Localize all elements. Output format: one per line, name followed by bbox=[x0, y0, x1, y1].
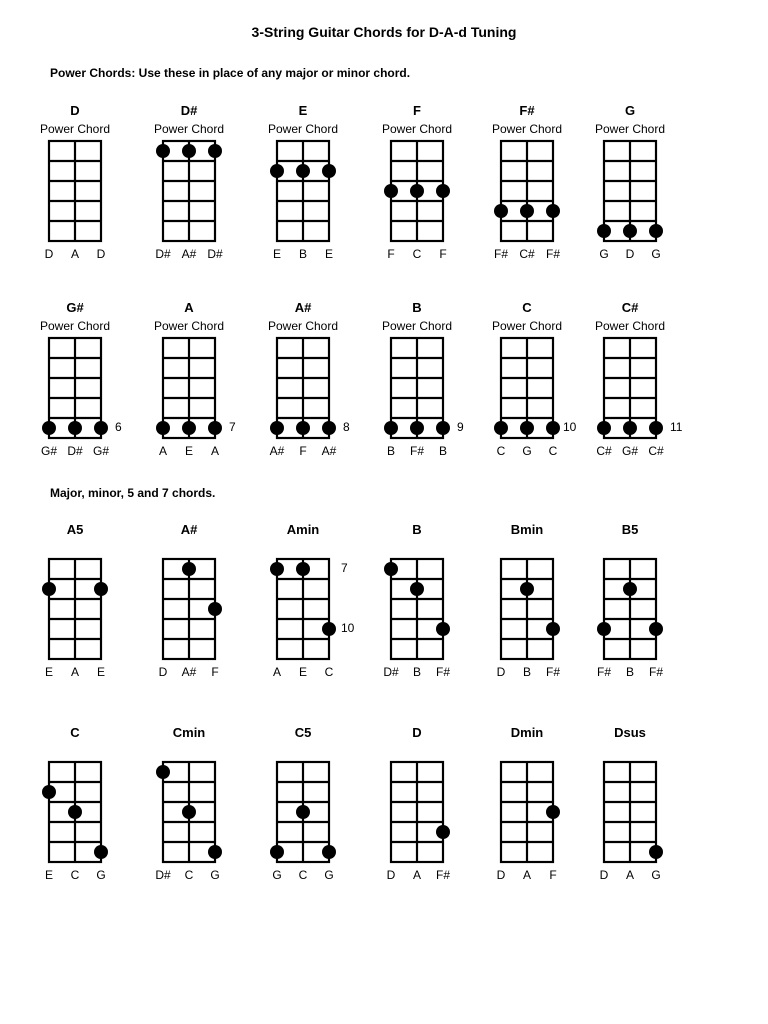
fretboard-grid bbox=[243, 300, 363, 458]
string-note: G bbox=[272, 868, 282, 882]
finger-dot bbox=[623, 421, 637, 435]
fret-number: 9 bbox=[457, 420, 464, 434]
fretboard-grid bbox=[15, 725, 135, 882]
chord-name: Bmin bbox=[510, 522, 544, 537]
chord-name: D# bbox=[180, 103, 198, 118]
fretboard-grid bbox=[243, 522, 363, 679]
string-note: E bbox=[96, 665, 105, 679]
chord-name: B bbox=[412, 522, 422, 537]
string-note: D# bbox=[155, 247, 171, 261]
fretboard-grid bbox=[243, 725, 363, 882]
chord-name: F# bbox=[519, 103, 535, 118]
fret-number: 8 bbox=[343, 420, 350, 434]
chord-name: C# bbox=[621, 300, 639, 315]
chord-name: Dmin bbox=[510, 725, 544, 740]
string-note: A# bbox=[181, 247, 197, 261]
string-note: E bbox=[298, 665, 307, 679]
string-note: C# bbox=[519, 247, 535, 261]
chord-name: E bbox=[298, 103, 308, 118]
fretboard-grid bbox=[570, 300, 690, 458]
string-note: C bbox=[70, 868, 80, 882]
fretboard-grid bbox=[570, 103, 690, 261]
chord-subtitle: Power Chord bbox=[153, 122, 225, 136]
chord-subtitle: Power Chord bbox=[39, 319, 111, 333]
string-note: F# bbox=[545, 247, 560, 261]
fretboard-grid bbox=[570, 725, 690, 882]
string-note: A bbox=[412, 868, 421, 882]
string-note: F# bbox=[493, 247, 508, 261]
string-note: G# bbox=[621, 444, 638, 458]
chord-name: F bbox=[413, 103, 421, 118]
fretboard-grid bbox=[467, 300, 587, 458]
chord-subtitle: Power Chord bbox=[491, 319, 563, 333]
finger-dot bbox=[270, 845, 284, 859]
finger-dot bbox=[384, 421, 398, 435]
string-note: G bbox=[651, 247, 661, 261]
string-note: E bbox=[184, 444, 193, 458]
chord-name: D bbox=[412, 725, 422, 740]
fretboard-grid bbox=[467, 725, 587, 882]
string-note: D bbox=[599, 868, 609, 882]
string-note: F bbox=[439, 247, 447, 261]
finger-dot bbox=[156, 765, 170, 779]
fretboard-grid bbox=[15, 300, 135, 458]
string-note: C bbox=[298, 868, 308, 882]
string-note: A bbox=[522, 868, 531, 882]
string-note: D bbox=[44, 247, 54, 261]
finger-dot bbox=[42, 582, 56, 596]
fret-number: 7 bbox=[341, 561, 348, 575]
fretboard-grid bbox=[243, 103, 363, 261]
string-note: F# bbox=[435, 868, 450, 882]
finger-dot bbox=[68, 805, 82, 819]
string-note: G# bbox=[40, 444, 57, 458]
finger-dot bbox=[68, 421, 82, 435]
string-note: A# bbox=[321, 444, 337, 458]
chord-name: Dsus bbox=[614, 725, 646, 740]
finger-dot bbox=[649, 622, 663, 636]
string-note: G bbox=[96, 868, 106, 882]
finger-dot bbox=[597, 224, 611, 238]
chord-name: A# bbox=[294, 300, 312, 315]
chord-subtitle: Power Chord bbox=[594, 122, 666, 136]
finger-dot bbox=[270, 562, 284, 576]
chord-name: A5 bbox=[66, 522, 84, 537]
chord-name: C bbox=[70, 725, 80, 740]
fretboard-grid bbox=[129, 300, 249, 458]
fretboard-grid bbox=[357, 300, 477, 458]
fretboard-grid bbox=[357, 522, 477, 679]
fret-number: 7 bbox=[229, 420, 236, 434]
finger-dot bbox=[410, 421, 424, 435]
string-note: G bbox=[522, 444, 532, 458]
finger-dot bbox=[520, 582, 534, 596]
chord-subtitle: Power Chord bbox=[594, 319, 666, 333]
string-note: G bbox=[599, 247, 609, 261]
fretboard-grid bbox=[467, 103, 587, 261]
finger-dot bbox=[296, 421, 310, 435]
string-note: F# bbox=[409, 444, 424, 458]
finger-dot bbox=[296, 562, 310, 576]
string-note: F# bbox=[545, 665, 560, 679]
finger-dot bbox=[322, 164, 336, 178]
finger-dot bbox=[384, 562, 398, 576]
chord-name: A bbox=[184, 300, 194, 315]
finger-dot bbox=[208, 421, 222, 435]
chord-subtitle: Power Chord bbox=[381, 122, 453, 136]
string-note: G bbox=[651, 868, 661, 882]
string-note: D bbox=[96, 247, 106, 261]
string-note: F# bbox=[648, 665, 663, 679]
fretboard-grid bbox=[129, 522, 249, 679]
section-label: Major, minor, 5 and 7 chords. bbox=[50, 486, 216, 500]
finger-dot bbox=[436, 825, 450, 839]
finger-dot bbox=[436, 184, 450, 198]
finger-dot bbox=[94, 421, 108, 435]
chord-subtitle: Power Chord bbox=[39, 122, 111, 136]
string-note: B bbox=[412, 665, 421, 679]
chord-name: C5 bbox=[294, 725, 312, 740]
chord-name: Cmin bbox=[172, 725, 206, 740]
finger-dot bbox=[182, 144, 196, 158]
finger-dot bbox=[649, 421, 663, 435]
finger-dot bbox=[156, 421, 170, 435]
finger-dot bbox=[597, 622, 611, 636]
fretboard-grid bbox=[15, 103, 135, 261]
chord-name: A# bbox=[180, 522, 198, 537]
string-note: B bbox=[625, 665, 634, 679]
string-note: G# bbox=[92, 444, 109, 458]
string-note: D# bbox=[155, 868, 171, 882]
fret-number: 11 bbox=[670, 420, 683, 434]
string-note: A bbox=[158, 444, 167, 458]
finger-dot bbox=[42, 785, 56, 799]
finger-dot bbox=[649, 224, 663, 238]
string-note: B bbox=[522, 665, 531, 679]
finger-dot bbox=[520, 204, 534, 218]
string-note: C bbox=[412, 247, 422, 261]
finger-dot bbox=[623, 582, 637, 596]
finger-dot bbox=[156, 144, 170, 158]
finger-dot bbox=[649, 845, 663, 859]
string-note: G bbox=[324, 868, 334, 882]
string-note: A bbox=[272, 665, 281, 679]
page-title: 3-String Guitar Chords for D-A-d Tuning bbox=[251, 24, 517, 40]
string-note: C bbox=[184, 868, 194, 882]
string-note: B bbox=[298, 247, 307, 261]
string-note: B bbox=[386, 444, 395, 458]
string-note: A bbox=[625, 868, 634, 882]
string-note: F# bbox=[435, 665, 450, 679]
string-note: A bbox=[70, 247, 79, 261]
finger-dot bbox=[296, 805, 310, 819]
finger-dot bbox=[270, 164, 284, 178]
string-note: A# bbox=[269, 444, 285, 458]
string-note: F bbox=[299, 444, 307, 458]
string-note: C bbox=[496, 444, 506, 458]
finger-dot bbox=[322, 421, 336, 435]
fretboard-grid bbox=[15, 522, 135, 679]
finger-dot bbox=[410, 582, 424, 596]
string-note: C# bbox=[596, 444, 612, 458]
string-note: C bbox=[324, 665, 334, 679]
chord-subtitle: Power Chord bbox=[267, 319, 339, 333]
string-note: D# bbox=[207, 247, 223, 261]
finger-dot bbox=[208, 144, 222, 158]
finger-dot bbox=[546, 622, 560, 636]
finger-dot bbox=[546, 421, 560, 435]
finger-dot bbox=[182, 421, 196, 435]
finger-dot bbox=[546, 805, 560, 819]
string-note: D bbox=[496, 868, 506, 882]
finger-dot bbox=[436, 421, 450, 435]
string-note: G bbox=[210, 868, 220, 882]
string-note: D bbox=[625, 247, 635, 261]
finger-dot bbox=[322, 845, 336, 859]
finger-dot bbox=[494, 204, 508, 218]
chord-name: B bbox=[412, 300, 422, 315]
finger-dot bbox=[182, 805, 196, 819]
section-label: Power Chords: Use these in place of any major or minor chord. bbox=[50, 66, 411, 80]
fret-number: 6 bbox=[115, 420, 122, 434]
string-note: D bbox=[496, 665, 506, 679]
finger-dot bbox=[546, 204, 560, 218]
finger-dot bbox=[296, 164, 310, 178]
chord-name: D bbox=[70, 103, 80, 118]
string-note: D# bbox=[383, 665, 399, 679]
string-note: D bbox=[386, 868, 396, 882]
chord-name: C bbox=[522, 300, 532, 315]
finger-dot bbox=[94, 845, 108, 859]
string-note: F bbox=[211, 665, 219, 679]
chord-name: B5 bbox=[621, 522, 639, 537]
chord-subtitle: Power Chord bbox=[381, 319, 453, 333]
string-note: E bbox=[272, 247, 281, 261]
finger-dot bbox=[436, 622, 450, 636]
finger-dot bbox=[520, 421, 534, 435]
fret-number: 10 bbox=[563, 420, 577, 434]
string-note: A bbox=[70, 665, 79, 679]
string-note: D bbox=[158, 665, 168, 679]
fretboard-grid bbox=[357, 725, 477, 882]
string-note: A# bbox=[181, 665, 197, 679]
finger-dot bbox=[182, 562, 196, 576]
chord-subtitle: Power Chord bbox=[267, 122, 339, 136]
chord-name: G bbox=[624, 103, 636, 118]
fretboard-grid bbox=[467, 522, 587, 679]
string-note: E bbox=[324, 247, 333, 261]
finger-dot bbox=[42, 421, 56, 435]
finger-dot bbox=[208, 602, 222, 616]
string-note: C# bbox=[648, 444, 664, 458]
finger-dot bbox=[597, 421, 611, 435]
string-note: A bbox=[210, 444, 219, 458]
string-note: F bbox=[549, 868, 557, 882]
string-note: D# bbox=[67, 444, 83, 458]
finger-dot bbox=[494, 421, 508, 435]
string-note: F bbox=[387, 247, 395, 261]
finger-dot bbox=[208, 845, 222, 859]
string-note: E bbox=[44, 868, 53, 882]
fretboard-grid bbox=[129, 725, 249, 882]
finger-dot bbox=[270, 421, 284, 435]
finger-dot bbox=[384, 184, 398, 198]
fret-number: 10 bbox=[341, 621, 355, 635]
chord-subtitle: Power Chord bbox=[153, 319, 225, 333]
finger-dot bbox=[94, 582, 108, 596]
string-note: B bbox=[438, 444, 447, 458]
finger-dot bbox=[410, 184, 424, 198]
string-note: F# bbox=[596, 665, 611, 679]
chord-subtitle: Power Chord bbox=[491, 122, 563, 136]
string-note: E bbox=[44, 665, 53, 679]
fretboard-grid bbox=[357, 103, 477, 261]
chord-name: Amin bbox=[286, 522, 320, 537]
chord-name: G# bbox=[66, 300, 84, 315]
string-note: C bbox=[548, 444, 558, 458]
fretboard-grid bbox=[129, 103, 249, 261]
finger-dot bbox=[322, 622, 336, 636]
fretboard-grid bbox=[570, 522, 690, 679]
finger-dot bbox=[623, 224, 637, 238]
